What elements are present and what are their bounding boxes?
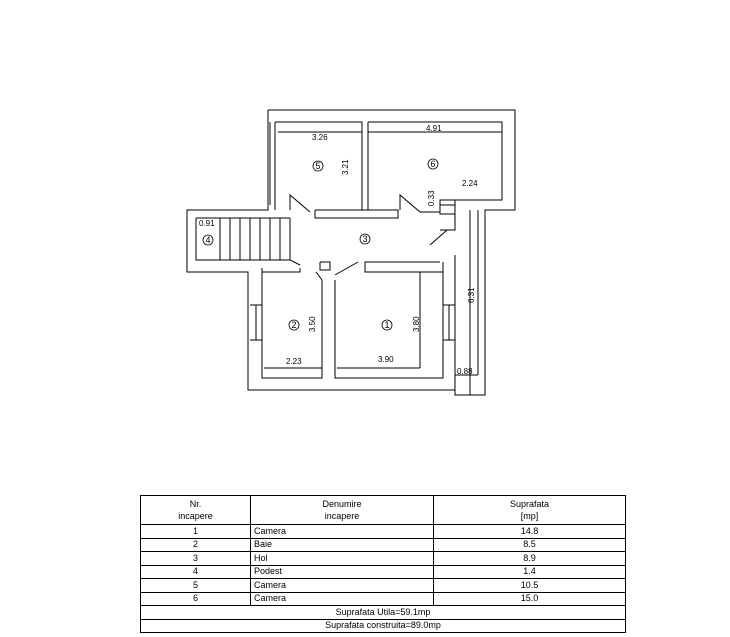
- row-name: Camera: [251, 525, 434, 539]
- row-name: Hol: [251, 552, 434, 566]
- room-marker-6: [428, 159, 438, 169]
- svg-text:1: 1: [384, 320, 390, 330]
- room-marker-4: [203, 235, 213, 245]
- row-area: 10.5: [434, 579, 626, 593]
- dim-033: 0.33: [427, 190, 436, 206]
- row-name: Camera: [251, 579, 434, 593]
- dim-380: 3.80: [412, 316, 421, 332]
- dim-350: 3.50: [308, 316, 317, 332]
- header-name: Denumire incapere: [251, 496, 434, 525]
- svg-text:4: 4: [205, 235, 211, 245]
- row-area: 8.9: [434, 552, 626, 566]
- total-built-row: [141, 619, 626, 633]
- row-nr: 3: [141, 552, 251, 566]
- table-header-row: [141, 496, 626, 525]
- plan-walls: [187, 110, 515, 395]
- dim-088: 0.88: [457, 367, 473, 376]
- svg-text:2: 2: [291, 320, 297, 330]
- table-row: [141, 565, 626, 579]
- svg-text:3: 3: [362, 234, 368, 244]
- row-area: 1.4: [434, 565, 626, 579]
- dim-390: 3.90: [378, 355, 394, 364]
- row-name: Camera: [251, 592, 434, 606]
- row-nr: 6: [141, 592, 251, 606]
- room-marker-3: [360, 234, 370, 244]
- table-row: [141, 579, 626, 593]
- row-nr: 2: [141, 538, 251, 552]
- room-marker-5: [313, 161, 323, 171]
- rooms-table: [140, 495, 626, 633]
- row-nr: 5: [141, 579, 251, 593]
- svg-text:6: 6: [430, 159, 436, 169]
- table-row: [141, 552, 626, 566]
- svg-text:5: 5: [315, 161, 321, 171]
- row-area: 15.0: [434, 592, 626, 606]
- dim-091: 0.91: [199, 219, 215, 228]
- table-row: [141, 592, 626, 606]
- room-marker-1: [382, 320, 392, 330]
- dim-321: 3.21: [341, 159, 350, 175]
- dim-491: 4.91: [426, 124, 442, 133]
- dim-224: 2.24: [462, 179, 478, 188]
- total-useful-area: Suprafata Utila=59.1mp: [141, 606, 626, 620]
- row-area: 14.8: [434, 525, 626, 539]
- row-nr: 1: [141, 525, 251, 539]
- row-nr: 4: [141, 565, 251, 579]
- room-marker-2: [289, 320, 299, 330]
- total-built-area: Suprafata construita=89.0mp: [141, 619, 626, 633]
- header-area: Suprafata [mp]: [434, 496, 626, 525]
- row-name: Baie: [251, 538, 434, 552]
- dim-631: 6.31: [467, 287, 476, 303]
- row-area: 8.5: [434, 538, 626, 552]
- table-row: [141, 525, 626, 539]
- row-name: Podest: [251, 565, 434, 579]
- total-useful-row: [141, 606, 626, 620]
- table-row: [141, 538, 626, 552]
- dim-326: 3.26: [312, 133, 328, 142]
- dim-223: 2.23: [286, 357, 302, 366]
- header-nr: Nr. incapere: [141, 496, 251, 525]
